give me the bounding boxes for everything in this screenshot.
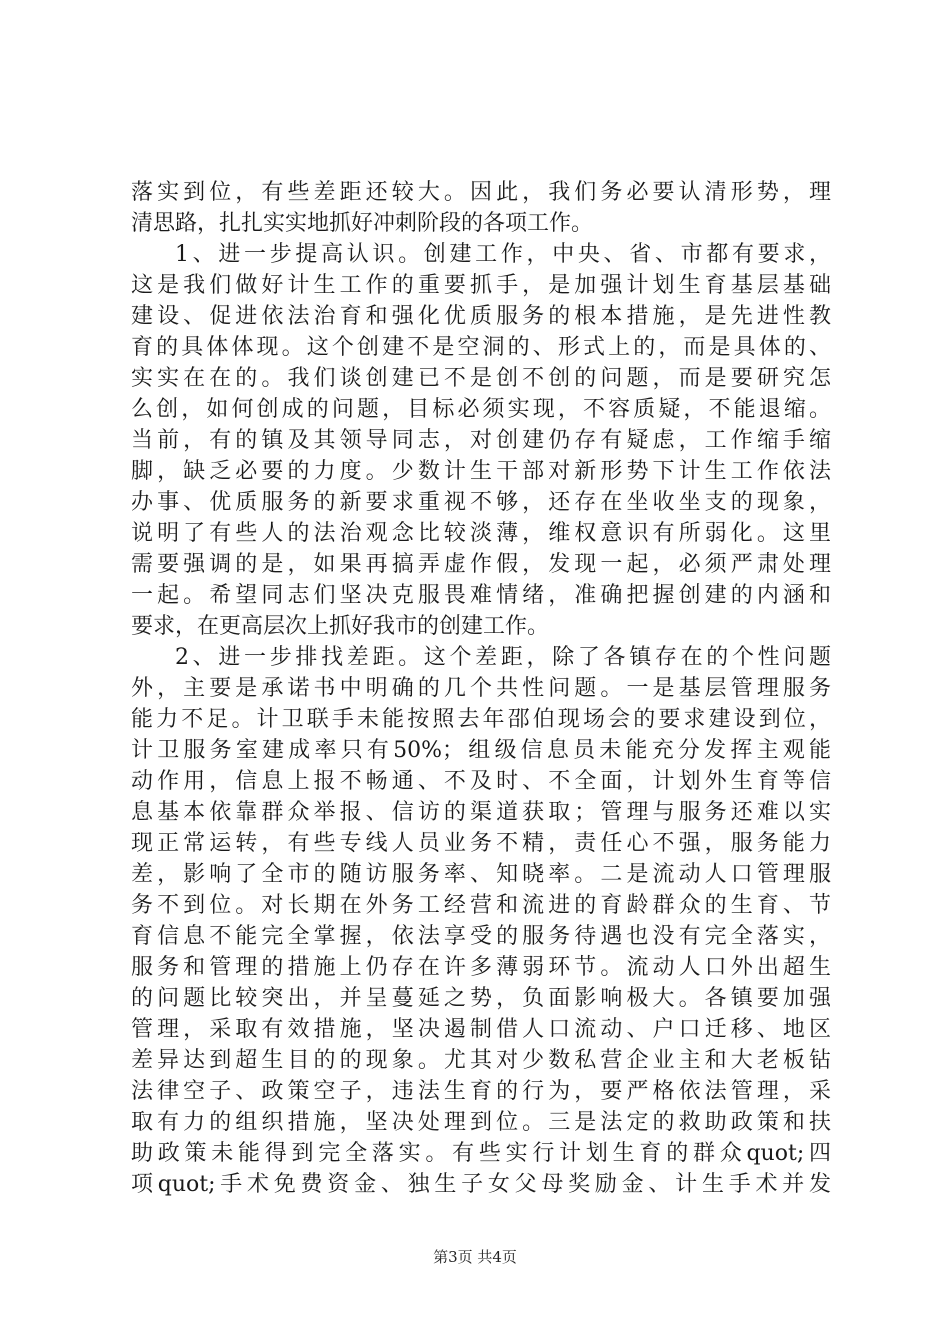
text-line: 说明了有些人的法治观念比较淡薄，维权意识有所弱化。这里 [131,521,831,546]
text-line: 一起。希望同志们坚决克服畏难情绪，准确把握创建的内涵和 [131,583,831,608]
page-footer: 第3页 共4页 [433,1248,517,1266]
text-line: 计卫服务室建成率只有50%；组级信息员未能充分发挥主观能 [131,738,831,763]
text-line: 建设、促进依法治育和强化优质服务的根本措施，是先进性教 [131,304,831,329]
text-line: 2、进一步排找差距。这个差距，除了各镇存在的个性问题 [175,645,831,670]
text-line: 现正常运转，有些专线人员业务不精，责任心不强，服务能力 [131,831,831,856]
text-line: 息基本依靠群众举报、信访的渠道获取；管理与服务还难以实 [131,800,831,825]
text-line: 法律空子、政策空子，违法生育的行为，要严格依法管理，采 [131,1079,831,1104]
text-line: 管理，采取有效措施，坚决遏制借人口流动、户口迁移、地区 [131,1017,831,1042]
text-line: 服务和管理的措施上仍存在许多薄弱环节。流动人口外出超生 [131,955,831,980]
text-line: 这是我们做好计生工作的重要抓手，是加强计划生育基层基础 [131,273,831,298]
text-line: 差异达到超生目的的现象。尤其对少数私营企业主和大老板钻 [131,1048,831,1073]
text-line: 当前，有的镇及其领导同志，对创建仍存有疑虑，工作缩手缩 [131,428,831,453]
text-line: 差，影响了全市的随访服务率、知晓率。二是流动人口管理服 [131,862,831,887]
text-line: 的问题比较突出，并呈蔓延之势，负面影响极大。各镇要加强 [131,986,831,1011]
text-line: 外，主要是承诺书中明确的几个共性问题。一是基层管理服务 [131,676,831,701]
text-line: 务不到位。对长期在外务工经营和流进的育龄群众的生育、节 [131,893,831,918]
text-line: 落实到位，有些差距还较大。因此，我们务必要认清形势，理 [131,180,831,205]
text-line: 助政策未能得到完全落实。有些实行计划生育的群众quot;四 [131,1141,831,1166]
text-line: 取有力的组织措施，坚决处理到位。三是法定的救助政策和扶 [131,1110,831,1135]
text-line: 能力不足。计卫联手未能按照去年邵伯现场会的要求建设到位， [131,707,831,732]
text-line: 1、进一步提高认识。创建工作，中央、省、市都有要求， [175,242,831,267]
text-line: 要求，在更高层次上抓好我市的创建工作。 [131,614,550,639]
text-line: 么创，如何创成的问题，目标必须实现，不容质疑，不能退缩。 [131,397,831,422]
text-line: 脚，缺乏必要的力度。少数计生干部对新形势下计生工作依法 [131,459,831,484]
text-line: 需要强调的是，如果再搞弄虚作假，发现一起，必须严肃处理 [131,552,831,577]
text-line: 项quot;手术免费资金、独生子女父母奖励金、计生手术并发 [131,1172,831,1197]
text-line: 清思路，扎扎实实地抓好冲刺阶段的各项工作。 [131,211,594,236]
text-line: 实实在在的。我们谈创建已不是创不创的问题，而是要研究怎 [131,366,831,391]
text-line: 育信息不能完全掌握，依法享受的服务待遇也没有完全落实， [131,924,831,949]
body-text [131,177,831,1200]
text-line: 办事、优质服务的新要求重视不够，还存在坐收坐支的现象， [131,490,831,515]
text-line: 动作用，信息上报不畅通、不及时、不全面，计划外生育等信 [131,769,831,794]
text-line: 育的具体体现。这个创建不是空洞的、形式上的，而是具体的、 [131,335,831,360]
